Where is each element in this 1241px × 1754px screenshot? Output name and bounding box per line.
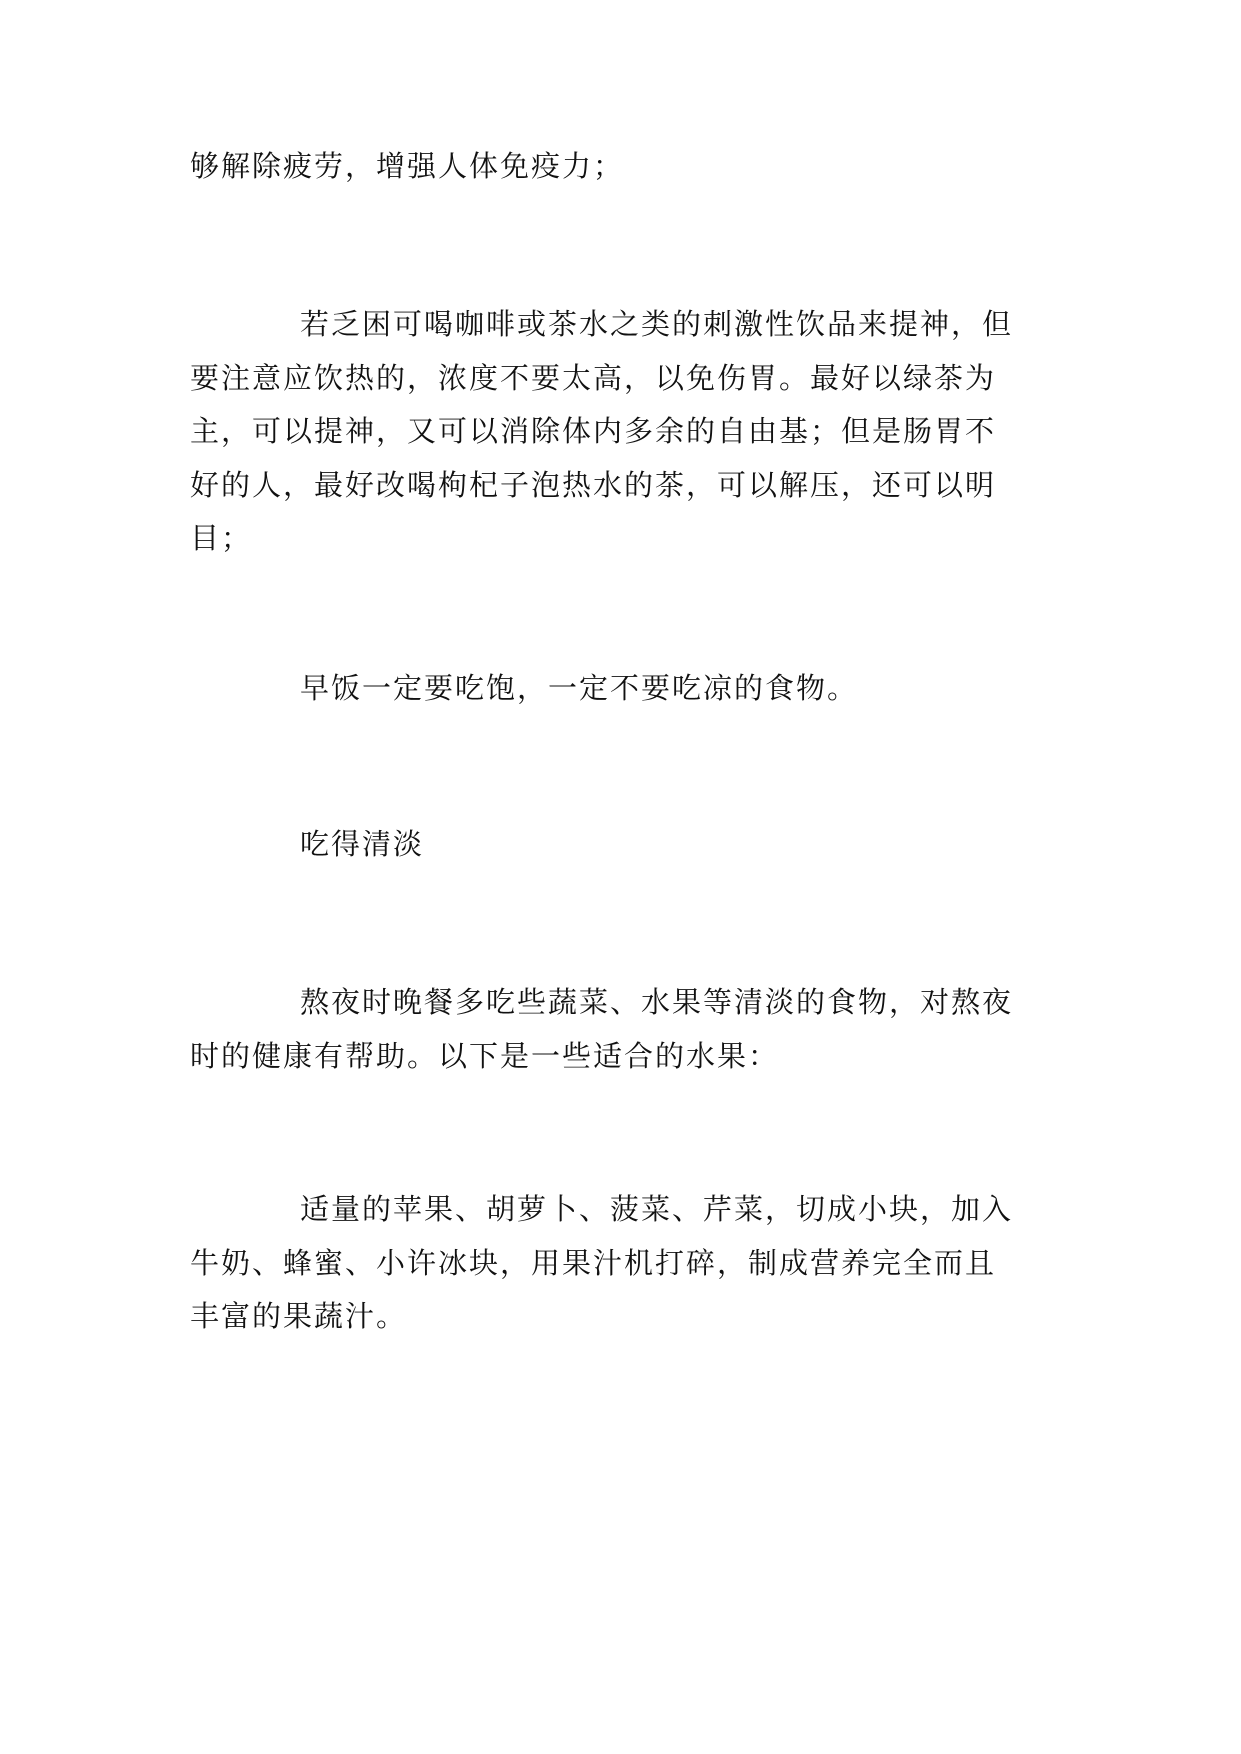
text-line: 适量的苹果、胡萝卜、菠菜、芹菜，切成小块，加入 — [300, 1192, 1014, 1226]
section-heading-eat-light — [190, 818, 1050, 872]
text-line: 若乏困可喝咖啡或茶水之类的刺激性饮品来提神，但 — [300, 307, 1014, 341]
text-line: 要注意应饮热的，浓度不要太高，以免伤胃。最好以绿茶为 — [190, 360, 997, 395]
text-line: 牛奶、蜂蜜、小许冰块，用果汁机打碎，制成营养完全而且 — [190, 1245, 997, 1280]
paragraph-dinner-vegetables — [190, 976, 1050, 1083]
paragraph-coffee-tea — [190, 298, 1050, 566]
text-line: 熬夜时晚餐多吃些蔬菜、水果等清淡的食物，对熬夜 — [300, 985, 1014, 1019]
text-line: 好的人，最好改喝枸杞子泡热水的茶，可以解压，还可以明 — [190, 467, 997, 502]
text-line: 够解除疲劳，增强人体免疫力； — [190, 149, 625, 183]
paragraph-fruit-juice — [190, 1183, 1050, 1344]
text-line: 丰富的果蔬汁。 — [190, 1299, 408, 1333]
text-line: 早饭一定要吃饱，一定不要吃凉的食物。 — [300, 671, 859, 705]
text-line: 时的健康有帮助。以下是一些适合的水果： — [190, 1038, 780, 1073]
paragraph-immunity-continuation — [190, 140, 1050, 194]
paragraph-breakfast — [190, 662, 1050, 716]
text-line: 目； — [190, 521, 253, 555]
text-line: 主，可以提神，又可以消除体内多余的自由基；但是肠胃不 — [190, 414, 997, 448]
text-line: 吃得清淡 — [300, 827, 425, 861]
